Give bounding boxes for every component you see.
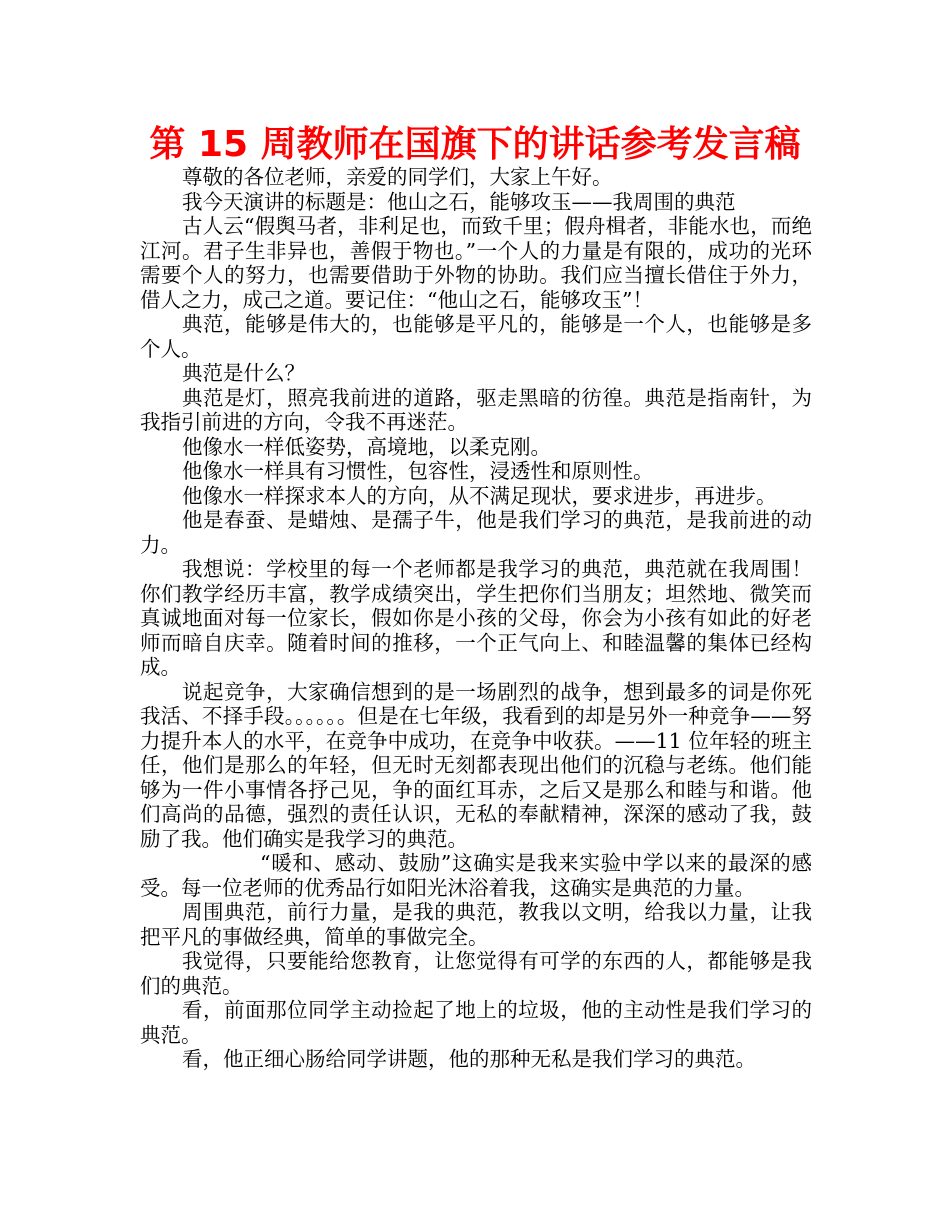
paragraph: 我觉得，只要能给您教育，让您觉得有可学的东西的人，都能够是我们的典范。 <box>140 949 812 998</box>
paragraph: 古人云“假舆马者，非利足也，而致千里；假舟楫者，非能水也，而绝江河。君子生非异也，善假于物也。”一个人的力量是有限的，成功的光环需要个人的努力，也需要借助于外物的协助。我们应当擅长借住于外力，借人之力，成己之道。要记住：“他山之石，能够攻玉”！ <box>140 214 812 312</box>
paragraph: 他是春蚕、是蜡烛、是孺子牛，他是我们学习的典范，是我前进的动力。 <box>140 508 812 557</box>
paragraph: 他像水一样探求本人的方向，从不满足现状，要求进步，再进步。 <box>182 483 777 508</box>
paragraph: 典范，能够是伟大的，也能够是平凡的，能够是一个人，也能够是多个人。 <box>140 312 812 361</box>
paragraph: 我今天演讲的标题是：他山之石，能够攻玉——我周围的典范 <box>182 189 736 214</box>
paragraph: 尊敬的各位老师，亲爱的同学们，大家上午好。 <box>182 165 613 189</box>
paragraph: 看，前面那位同学主动捡起了地上的垃圾，他的主动性是我们学习的典范。 <box>140 998 812 1047</box>
document-body <box>140 165 812 1072</box>
paragraph: 典范是什么？ <box>182 361 305 385</box>
paragraph: 看，他正细心肠给同学讲题，他的那种无私是我们学习的典范。 <box>182 1047 756 1071</box>
paragraph: 典范是灯，照亮我前进的道路，驱走黑暗的彷徨。典范是指南针，为我指引前进的方向，令我不再迷茫。 <box>140 385 812 434</box>
paragraph: 说起竞争，大家确信想到的是一场剧烈的战争，想到最多的词是你死我活、不择手段。。。。。。但是在七年级，我看到的却是另外一种竞争——努力提升本人的水平，在竞争中成功，在竞争中收获。——11 位年轻的班主任，他们是那么的年轻，但无时无刻都表现出他们的沉稳与老练。他们能够为一件小事情各抒己见，争的面红耳赤，之后又是那么和睦与和谐。他们高尚的品德，强烈的责任认识，无私的奉献精神，深深的感动了我，鼓励了我。他们确实是我学习的典范。 <box>140 679 812 851</box>
paragraph: “暖和、感动、鼓励”这确实是我来实验中学以来的最深的感受。每一位老师的优秀品行如阳光沐浴着我，这确实是典范的力量。 <box>140 851 812 900</box>
paragraph: 我想说：学校里的每一个老师都是我学习的典范，典范就在我周围！你们教学经历丰富，教学成绩突出，学生把你们当朋友；坦然地、微笑而真诚地面对每一位家长，假如你是小孩的父母，你会为小孩有如此的好老师而暗自庆幸。随着时间的推移，一个正气向上、和睦温馨的集体已经构成。 <box>140 557 812 679</box>
paragraph: 他像水一样具有习惯性，包容性，浸透性和原则性。 <box>182 459 654 483</box>
paragraph: 他像水一样低姿势，高境地，以柔克刚。 <box>182 434 551 459</box>
paragraph: 周围典范，前行力量，是我的典范，教我以文明，给我以力量，让我把平凡的事做经典，简单的事做完全。 <box>140 900 812 949</box>
document-title: 第 15 周教师在国旗下的讲话参考发言稿 <box>149 124 801 165</box>
